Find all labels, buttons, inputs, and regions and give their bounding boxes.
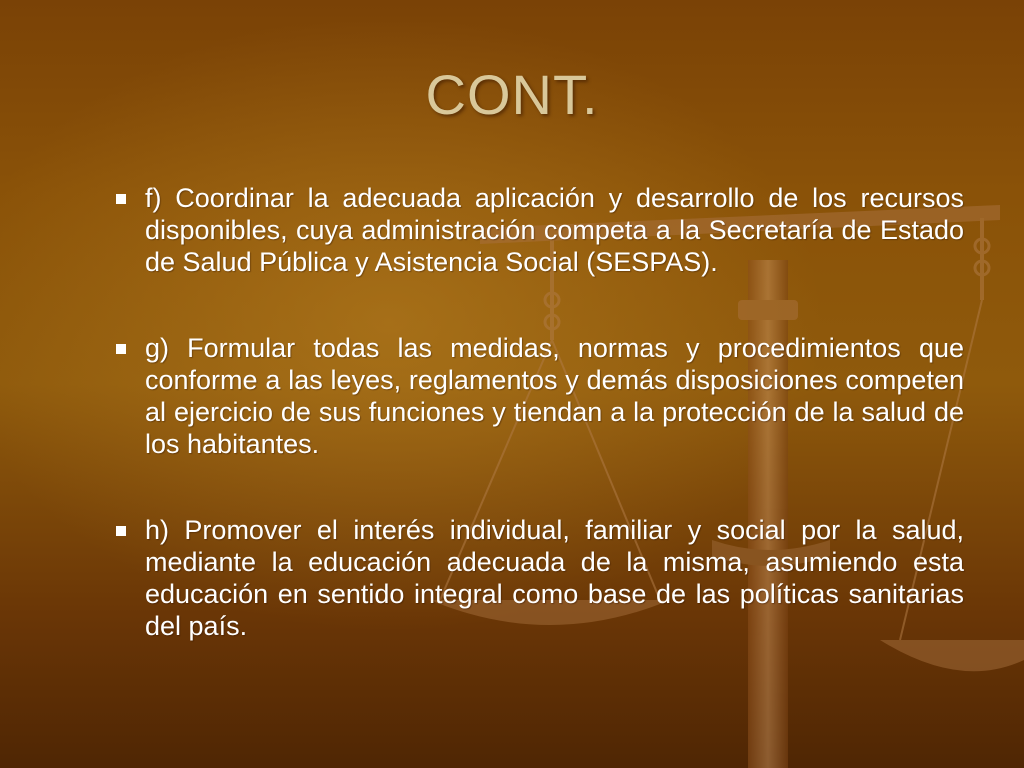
bullet-item xyxy=(112,332,964,460)
bullet-item xyxy=(112,182,964,278)
bullet-list xyxy=(112,182,964,642)
square-bullet-icon xyxy=(116,194,126,204)
bullet-text: h) Promover el interés individual, familiar y social por la salud, mediante la educación adecuada de la misma, asumiendo esta educación en sentido integral como base de las políticas sanitarias del país. xyxy=(145,515,964,641)
bullet-text: f) Coordinar la adecuada aplicación y desarrollo de los recursos disponibles, cuya administración competa a la Secretaría de Estado de Salud Pública y Asistencia Social (SESPAS). xyxy=(145,183,964,277)
square-bullet-icon xyxy=(116,344,126,354)
bullet-text: g) Formular todas las medidas, normas y procedimientos que conforme a las leyes, reglamentos y demás disposiciones competen al ejercicio de sus funciones y tiendan a la protección de la salud de los habitantes. xyxy=(145,333,964,459)
square-bullet-icon xyxy=(116,526,126,536)
slide-title: CONT. xyxy=(425,63,599,126)
bullet-item xyxy=(112,514,964,642)
